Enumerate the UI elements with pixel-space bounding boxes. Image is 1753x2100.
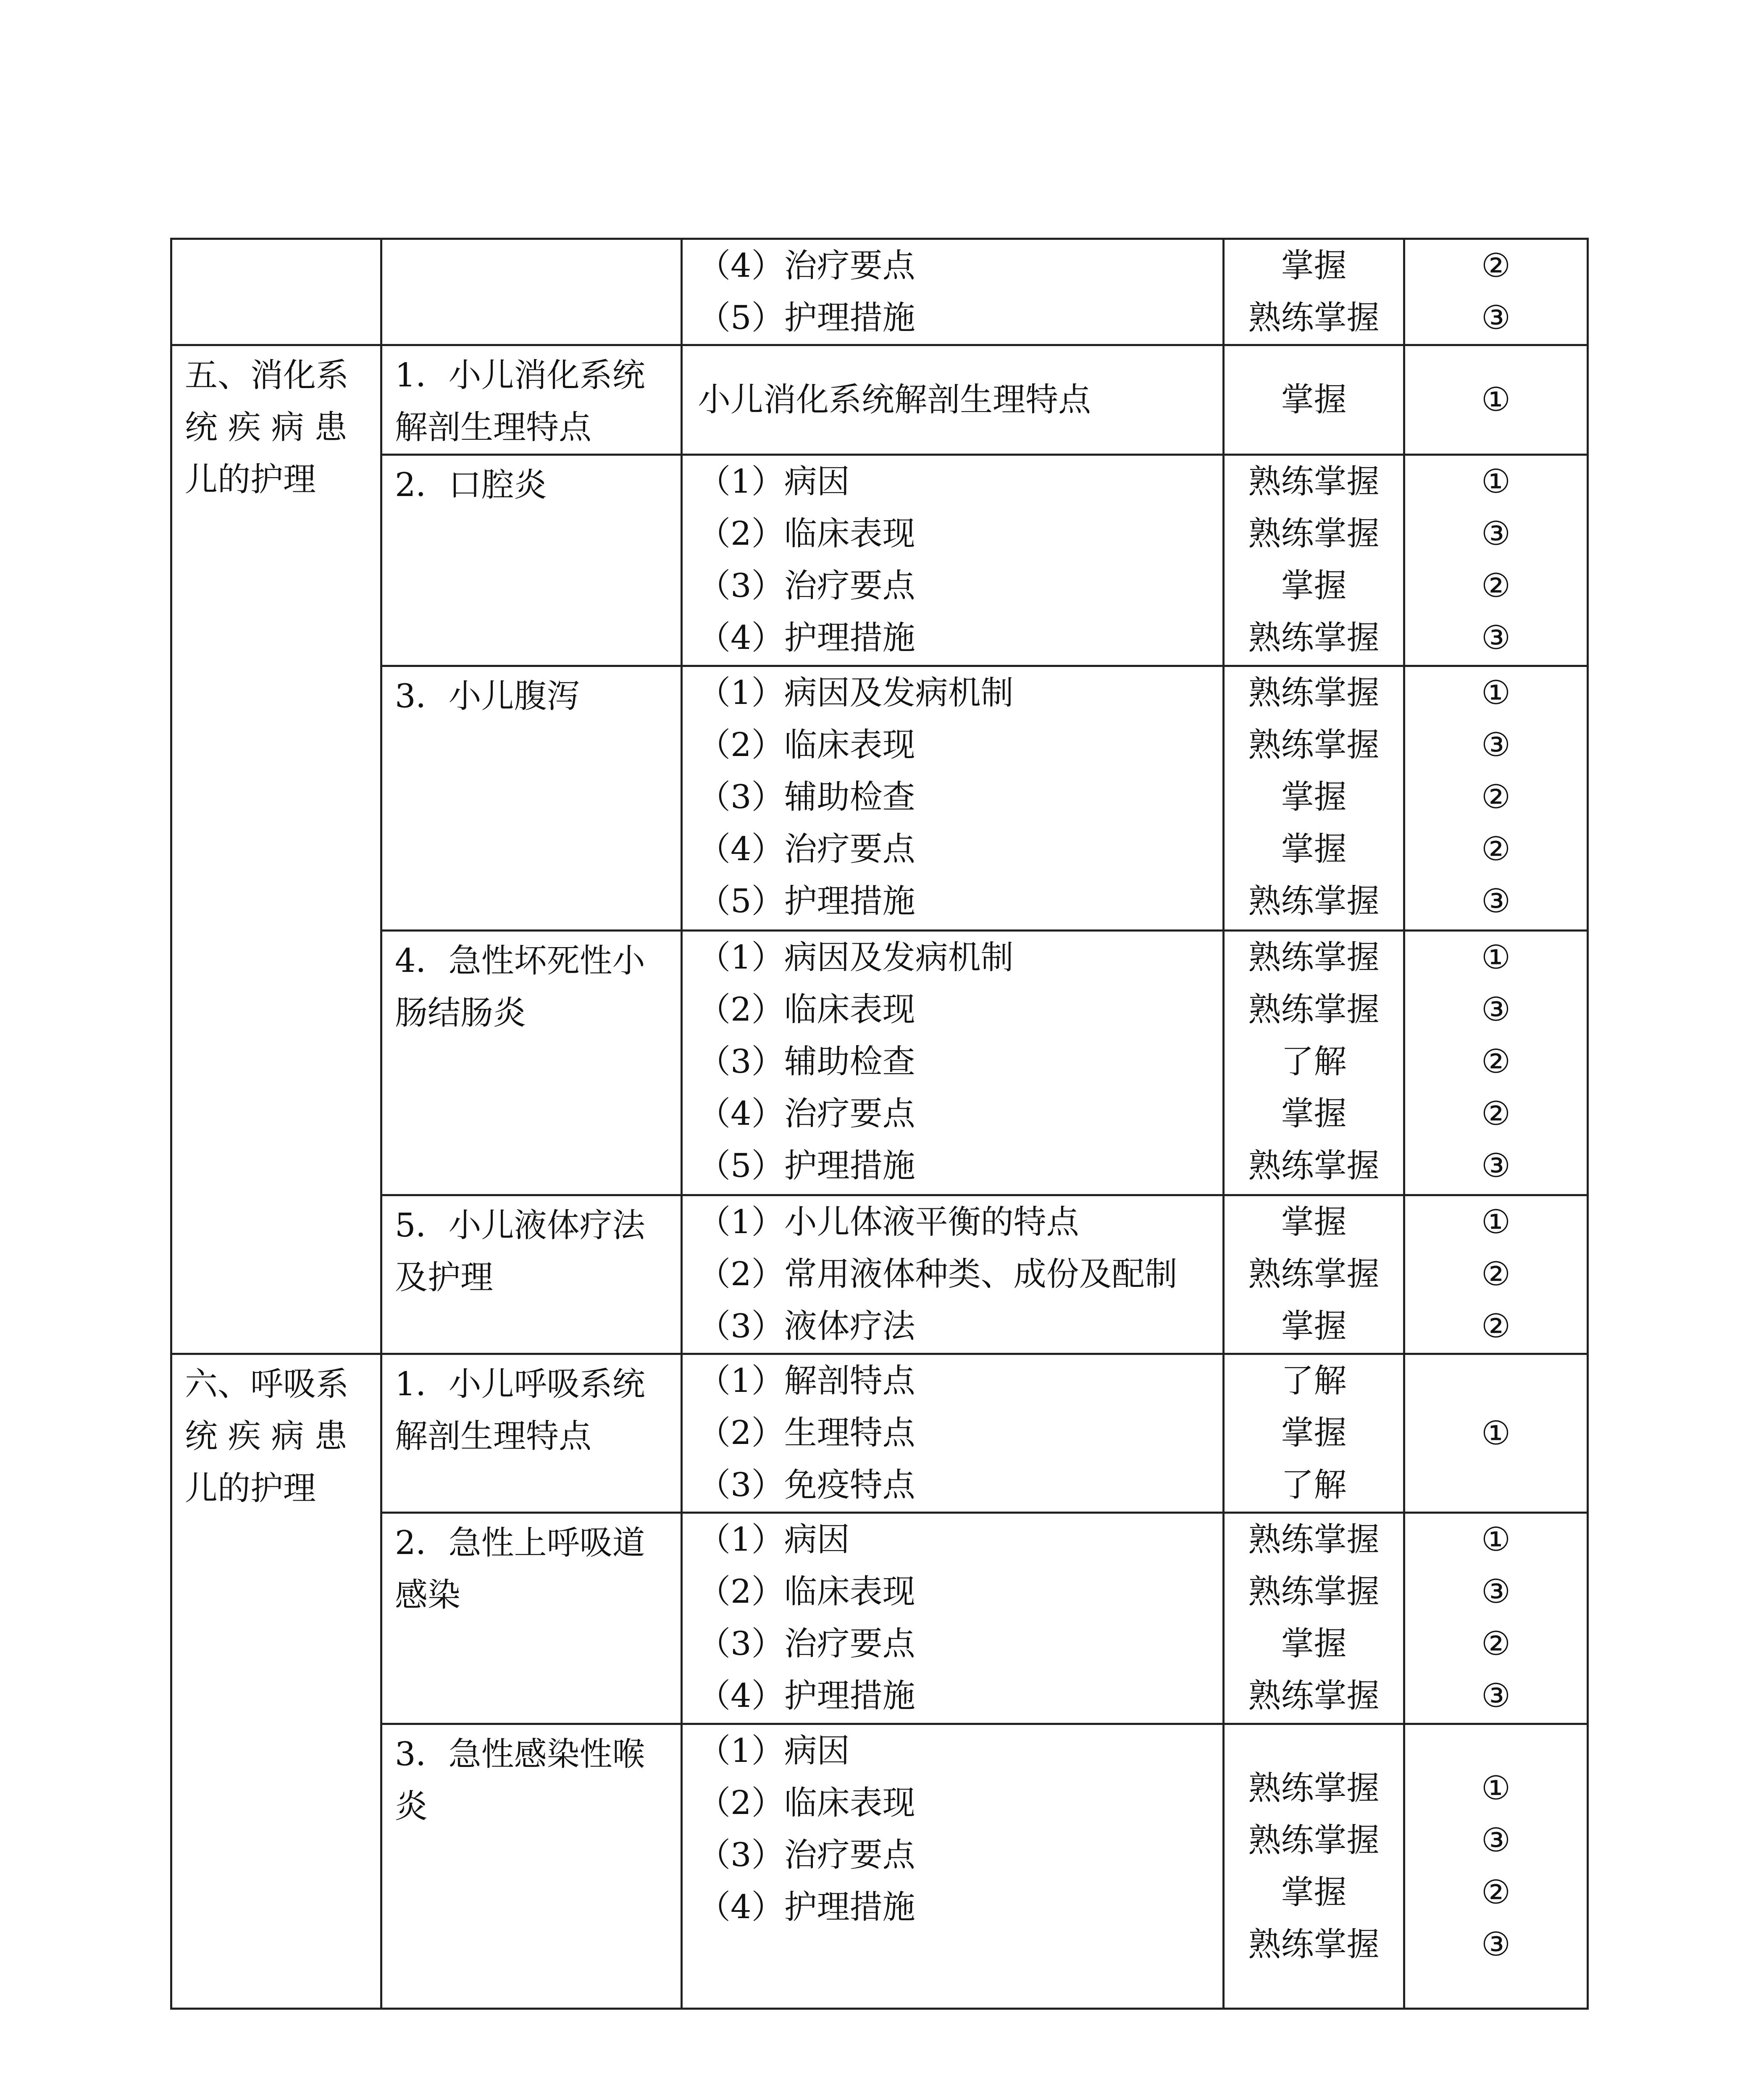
content-line: 炎 (395, 1788, 428, 1825)
content-line: 2．口腔炎 (395, 466, 547, 504)
content-line: 解剖生理特点 (395, 409, 592, 446)
level-line: ③ (1481, 1821, 1511, 1859)
items-line: （4）治疗要点 (698, 1095, 915, 1133)
level-line: ③ (1481, 1677, 1511, 1715)
requirement-line: 熟练掌握 (1248, 1677, 1380, 1715)
level-line: ③ (1481, 726, 1511, 764)
table-row (171, 1513, 1588, 1724)
items-line: （1）解剖特点 (698, 1362, 915, 1400)
content-cell (381, 239, 682, 345)
level-line: ③ (1481, 1573, 1511, 1611)
level-line: ① (1481, 939, 1511, 976)
requirement-line: 熟练掌握 (1248, 463, 1380, 501)
content-cell (381, 345, 682, 455)
level-line: ① (1481, 381, 1511, 419)
content-line: 感染 (395, 1576, 461, 1614)
table-row (171, 1724, 1588, 2009)
requirement-line: 熟练掌握 (1248, 515, 1380, 553)
content-cell (381, 1195, 682, 1354)
content-cell (381, 931, 682, 1195)
unit-line: 统 疾 病 患 (185, 1418, 347, 1455)
items-line: （2）临床表现 (698, 1573, 915, 1611)
items-line: （3）治疗要点 (698, 1625, 915, 1663)
requirement-line: 掌握 (1281, 1873, 1347, 1911)
requirement-line: 熟练掌握 (1248, 619, 1380, 657)
unit-line: 儿的护理 (185, 1470, 316, 1507)
requirement-line: 熟练掌握 (1248, 1147, 1380, 1185)
content-line: 5．小儿液体疗法 (395, 1207, 645, 1244)
requirement-line: 熟练掌握 (1248, 991, 1380, 1029)
unit-line: 统 疾 病 患 (185, 409, 347, 446)
items-line: （4）护理措施 (698, 619, 915, 657)
requirement-line: 掌握 (1281, 247, 1347, 285)
content-line: 2．急性上呼吸道 (395, 1524, 645, 1562)
level-line: ② (1481, 1095, 1511, 1133)
items-cell (682, 455, 1224, 666)
content-line: 3．急性感染性喉 (395, 1735, 645, 1773)
level-line: ② (1481, 567, 1511, 605)
requirement-cell (1224, 1354, 1404, 1513)
level-line: ③ (1481, 1147, 1511, 1185)
level-line: ② (1481, 1043, 1511, 1081)
requirement-cell (1224, 345, 1404, 455)
level-line: ② (1481, 1873, 1511, 1911)
items-line: （3）辅助检查 (698, 1043, 915, 1081)
level-line: ② (1481, 1255, 1511, 1293)
level-line: ③ (1481, 1925, 1511, 1964)
level-line: ③ (1481, 619, 1511, 657)
level-line: ① (1481, 463, 1511, 501)
content-cell (381, 1724, 682, 2009)
items-line: （1）病因 (698, 463, 850, 501)
level-line: ① (1481, 1414, 1511, 1452)
level-line: ② (1481, 830, 1511, 868)
level-line: ① (1481, 1769, 1511, 1807)
items-line: 小儿消化系统解剖生理特点 (698, 381, 1091, 419)
table-row (171, 666, 1588, 931)
level-cell (1404, 666, 1588, 931)
table-row (171, 345, 1588, 455)
items-cell (682, 1513, 1224, 1724)
content-line: 解剖生理特点 (395, 1418, 592, 1455)
table-row (171, 1354, 1588, 1513)
items-cell (682, 931, 1224, 1195)
items-line: （5）护理措施 (698, 1147, 915, 1185)
items-line: （5）护理措施 (698, 299, 915, 337)
unit-line: 五、消化系 (185, 357, 349, 394)
items-line: （1）病因及发病机制 (698, 939, 1014, 976)
items-line: （2）临床表现 (698, 991, 915, 1029)
level-cell (1404, 1513, 1588, 1724)
content-line: 3．小儿腹泻 (395, 677, 580, 715)
items-line: （2）生理特点 (698, 1414, 915, 1452)
items-line: （3）治疗要点 (698, 1836, 915, 1874)
unit-line: 六、呼吸系 (185, 1365, 349, 1403)
level-line: ② (1481, 1307, 1511, 1345)
items-line: （2）临床表现 (698, 515, 915, 553)
level-cell (1404, 931, 1588, 1195)
level-cell (1404, 345, 1588, 455)
requirement-line: 掌握 (1281, 830, 1347, 868)
requirement-line: 掌握 (1281, 1095, 1347, 1133)
level-line: ② (1481, 1625, 1511, 1663)
level-line: ③ (1481, 882, 1511, 920)
requirement-line: 掌握 (1281, 1414, 1347, 1452)
items-line: （2）常用液体种类、成份及配制 (698, 1255, 1177, 1293)
requirement-cell (1224, 1724, 1404, 2009)
level-line: ① (1481, 1521, 1511, 1559)
items-line: （3）治疗要点 (698, 567, 915, 605)
requirement-line: 了解 (1281, 1362, 1347, 1400)
level-line: ③ (1481, 515, 1511, 553)
content-line: 1．小儿消化系统 (395, 357, 645, 394)
requirement-cell (1224, 1513, 1404, 1724)
level-line: ② (1481, 247, 1511, 285)
requirement-line: 熟练掌握 (1248, 1573, 1380, 1611)
requirement-line: 掌握 (1281, 1625, 1347, 1663)
items-line: （3）免疫特点 (698, 1466, 915, 1504)
requirement-cell (1224, 1195, 1404, 1354)
level-cell (1404, 1354, 1588, 1513)
level-cell (1404, 1195, 1588, 1354)
requirement-line: 了解 (1281, 1043, 1347, 1081)
unit-line: 儿的护理 (185, 461, 316, 499)
unit-cell (171, 1354, 381, 2009)
requirement-cell (1224, 931, 1404, 1195)
items-line: （3）液体疗法 (698, 1307, 915, 1345)
requirement-line: 熟练掌握 (1248, 726, 1380, 764)
items-line: （1）小儿体液平衡的特点 (698, 1203, 1079, 1241)
items-line: （4）护理措施 (698, 1677, 915, 1715)
requirement-line: 熟练掌握 (1248, 1821, 1380, 1859)
content-line: 肠结肠炎 (395, 994, 526, 1032)
content-line: 4．急性坏死性小 (395, 942, 645, 980)
requirement-line: 掌握 (1281, 1307, 1347, 1345)
table-row (171, 239, 1588, 345)
level-line: ① (1481, 1203, 1511, 1241)
content-cell (381, 1354, 682, 1513)
requirement-line: 熟练掌握 (1248, 1925, 1380, 1964)
level-line: ③ (1481, 299, 1511, 337)
items-line: （1）病因 (698, 1521, 850, 1559)
items-line: （5）护理措施 (698, 882, 915, 920)
requirement-line: 掌握 (1281, 778, 1347, 816)
items-cell (682, 1354, 1224, 1513)
level-cell (1404, 455, 1588, 666)
requirement-line: 熟练掌握 (1248, 1521, 1380, 1559)
table-row (171, 931, 1588, 1195)
syllabus-table (170, 238, 1589, 2010)
table-row (171, 455, 1588, 666)
unit-cell (171, 239, 381, 345)
requirement-line: 了解 (1281, 1466, 1347, 1504)
items-cell (682, 666, 1224, 931)
content-cell (381, 455, 682, 666)
content-cell (381, 1513, 682, 1724)
requirement-cell (1224, 666, 1404, 931)
requirement-cell (1224, 239, 1404, 345)
items-line: （1）病因 (698, 1732, 850, 1770)
items-line: （4）护理措施 (698, 1888, 915, 1926)
content-line: 及护理 (395, 1259, 494, 1297)
level-line: ② (1481, 778, 1511, 816)
requirement-line: 掌握 (1281, 381, 1347, 419)
items-line: （1）病因及发病机制 (698, 674, 1014, 712)
items-line: （3）辅助检查 (698, 778, 915, 816)
items-line: （2）临床表现 (698, 726, 915, 764)
level-cell (1404, 1724, 1588, 2009)
requirement-line: 熟练掌握 (1248, 939, 1380, 976)
level-line: ① (1481, 674, 1511, 712)
level-cell (1404, 239, 1588, 345)
requirement-line: 掌握 (1281, 567, 1347, 605)
requirement-line: 熟练掌握 (1248, 674, 1380, 712)
items-cell (682, 239, 1224, 345)
items-line: （4）治疗要点 (698, 830, 915, 868)
requirement-line: 熟练掌握 (1248, 1769, 1380, 1807)
requirement-line: 熟练掌握 (1248, 299, 1380, 337)
items-cell (682, 1724, 1224, 2009)
requirement-line: 熟练掌握 (1248, 1255, 1380, 1293)
unit-cell (171, 345, 381, 1354)
table-row (171, 1195, 1588, 1354)
requirement-cell (1224, 455, 1404, 666)
items-line: （2）临床表现 (698, 1784, 915, 1822)
requirement-line: 掌握 (1281, 1203, 1347, 1241)
items-cell (682, 345, 1224, 455)
level-line: ③ (1481, 991, 1511, 1029)
items-line: （4）治疗要点 (698, 247, 915, 285)
requirement-line: 熟练掌握 (1248, 882, 1380, 920)
content-cell (381, 666, 682, 931)
content-line: 1．小儿呼吸系统 (395, 1365, 645, 1403)
items-cell (682, 1195, 1224, 1354)
